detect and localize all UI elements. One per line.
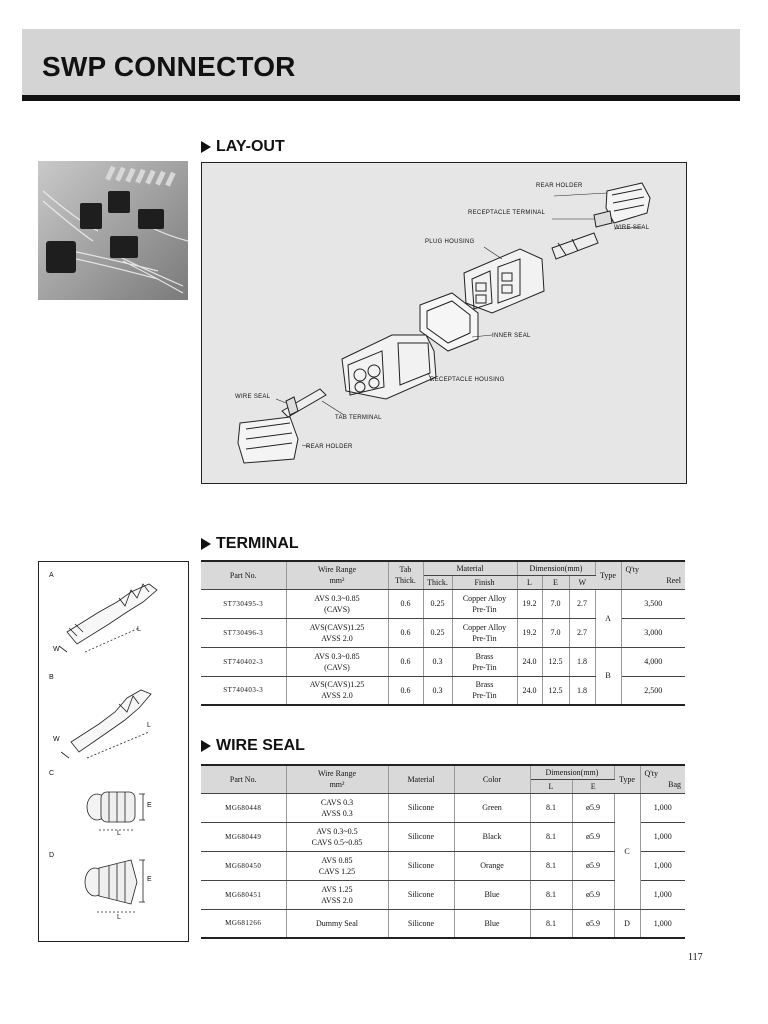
th-color: Color bbox=[454, 765, 530, 793]
label-receptacle-terminal: RECEPTACLE TERMINAL bbox=[468, 210, 546, 216]
th-l: L bbox=[517, 575, 542, 589]
drawing-label-a: A bbox=[49, 572, 54, 579]
dimension-e-d: E bbox=[147, 876, 152, 883]
section-terminal-heading bbox=[201, 535, 299, 553]
table-row: ST740403-3 AVS(CAVS)1.25 AVSS 2.0 0.6 0.3 Brass Pre-Tin 24.0 12.5 1.8 2,500 bbox=[201, 676, 685, 705]
drawing-label-c: C bbox=[49, 770, 55, 777]
section-terminal-label: TERMINAL bbox=[216, 535, 299, 552]
th-wire-range: Wire Range mm² bbox=[286, 561, 388, 589]
table-row: MG680448 CAVS 0.3 AVSS 0.3 Silicone Green 8.1 ø5.9 C 1,000 bbox=[201, 793, 685, 822]
th-l: L bbox=[530, 779, 572, 793]
section-layout-label: LAY-OUT bbox=[216, 138, 285, 155]
th-part-no: Part No. bbox=[201, 561, 286, 589]
table-row: MG680450 AVS 0.85 CAVS 1.25 Silicone Orange 8.1 ø5.9 1,000 bbox=[201, 851, 685, 880]
th-dimension: Dimension(mm) bbox=[517, 561, 595, 575]
section-layout-heading bbox=[201, 138, 285, 156]
th-e: E bbox=[572, 779, 614, 793]
label-tab-terminal: TAB TERMINAL bbox=[335, 415, 382, 421]
table-row: MG680449 AVS 0.3~0.5 CAVS 0.5~0.85 Silicone Black 8.1 ø5.9 1,000 bbox=[201, 822, 685, 851]
th-qty-bag: Q'ty Bag bbox=[640, 765, 685, 793]
type-cell-b: B bbox=[595, 647, 621, 705]
th-mat-thick: Thick. bbox=[423, 575, 452, 589]
th-type: Type bbox=[614, 765, 640, 793]
dimension-w-a: W bbox=[53, 646, 60, 653]
th-part-no: Part No. bbox=[201, 765, 286, 793]
header-rule bbox=[22, 95, 740, 101]
table-row: ST740402-3 AVS 0.3~0.85 (CAVS) 0.6 0.3 Brass Pre-Tin 24.0 12.5 1.8 B 4,000 bbox=[201, 647, 685, 676]
table-row: MG680451 AVS 1.25 AVSS 2.0 Silicone Blue 8.1 ø5.9 1,000 bbox=[201, 880, 685, 909]
th-finish: Finish bbox=[452, 575, 517, 589]
table-row: ST730495-3 AVS 0.3~0.85 (CAVS) 0.6 0.25 Copper Alloy Pre-Tin 19.2 7.0 2.7 A 3,500 bbox=[201, 589, 685, 618]
triangle-bullet-icon bbox=[201, 740, 211, 752]
table-row: MG681266 Dummy Seal Silicone Blue 8.1 ø5.9 D 1,000 bbox=[201, 909, 685, 938]
connector-photo bbox=[38, 161, 188, 300]
drawing-label-b: B bbox=[49, 674, 54, 681]
triangle-bullet-icon bbox=[201, 538, 211, 550]
dimension-l-c: L bbox=[117, 830, 121, 837]
dimension-l-a: L bbox=[137, 626, 141, 633]
th-material: Material bbox=[388, 765, 454, 793]
th-w: W bbox=[569, 575, 595, 589]
section-wire-seal-heading bbox=[201, 737, 305, 755]
page-header bbox=[22, 29, 740, 95]
label-receptacle-housing: RECEPTACLE HOUSING bbox=[430, 377, 505, 383]
label-plug-housing: PLUG HOUSING bbox=[425, 239, 475, 245]
terminal-table bbox=[201, 560, 685, 706]
page-number: 117 bbox=[688, 952, 703, 963]
type-cell-c: C bbox=[614, 793, 640, 909]
label-wire-seal-right: WIRE SEAL bbox=[614, 225, 650, 231]
drawing-label-d: D bbox=[49, 852, 55, 859]
th-wire-range: Wire Range mm² bbox=[286, 765, 388, 793]
th-dimension: Dimension(mm) bbox=[530, 765, 614, 779]
label-wire-seal-left: WIRE SEAL bbox=[235, 394, 271, 400]
th-tab-thick: Tab Thick. bbox=[388, 561, 423, 589]
wire-seal-table bbox=[201, 764, 685, 939]
th-e: E bbox=[542, 575, 569, 589]
th-material: Material bbox=[423, 561, 517, 575]
th-qty-reel: Q'ty Reel bbox=[621, 561, 685, 589]
section-wire-seal-label: WIRE SEAL bbox=[216, 737, 305, 754]
part-drawings-panel bbox=[38, 561, 189, 942]
exploded-layout-diagram bbox=[201, 162, 687, 484]
page-title: SWP CONNECTOR bbox=[42, 51, 296, 82]
triangle-bullet-icon bbox=[201, 141, 211, 153]
th-type: Type bbox=[595, 561, 621, 589]
dimension-l-b: L bbox=[147, 722, 151, 729]
type-cell-a: A bbox=[595, 589, 621, 647]
dimension-w-b: W bbox=[53, 736, 60, 743]
label-inner-seal: INNER SEAL bbox=[492, 333, 531, 339]
label-rear-holder-bottom: REAR HOLDER bbox=[306, 444, 353, 450]
dimension-l-d: L bbox=[117, 914, 121, 921]
table-row: ST730496-3 AVS(CAVS)1.25 AVSS 2.0 0.6 0.25 Copper Alloy Pre-Tin 19.2 7.0 2.7 3,000 bbox=[201, 618, 685, 647]
dimension-e-c: E bbox=[147, 802, 152, 809]
label-rear-holder-top: REAR HOLDER bbox=[536, 183, 583, 189]
